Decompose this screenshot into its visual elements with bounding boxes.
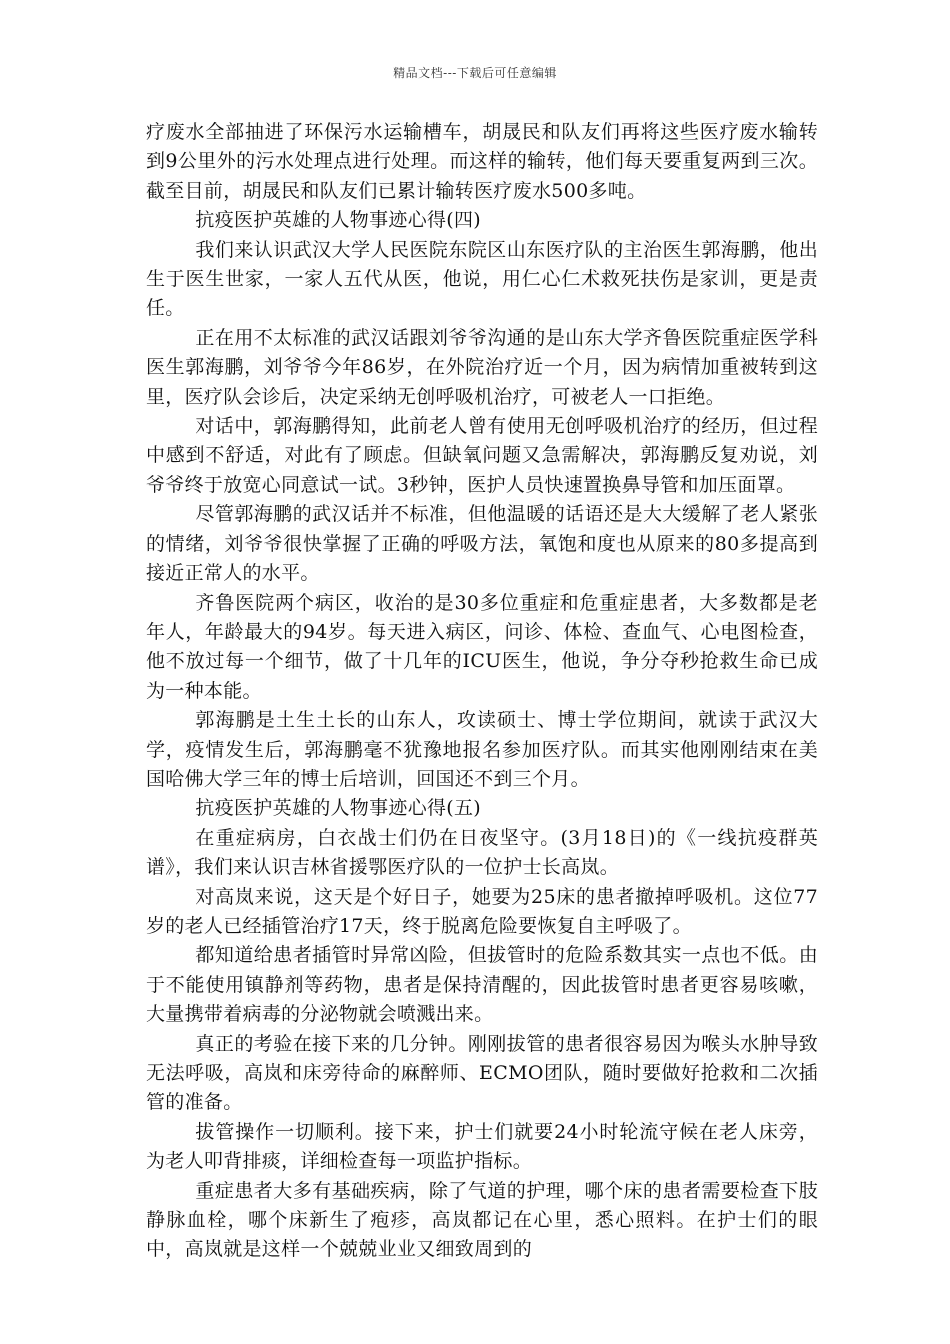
- paragraph: 拔管操作一切顺利。接下来，护士们就要24小时轮流守候在老人床旁，为老人叩背排痰，详细检查每一项监护指标。: [146, 1120, 818, 1173]
- paragraph-truncated: 重症患者大多有基础疾病，除了气道的护理，哪个床的患者需要检查下肢静脉血栓，哪个床新生了疱疹，高岚都记在心里，悉心照料。在护士们的眼中，高岚就是这样一个兢兢业业又细致周到的: [146, 1179, 818, 1261]
- section-heading-4: 抗疫医护英雄的人物事迹心得(四): [195, 209, 482, 232]
- section-heading-5: 抗疫医护英雄的人物事迹心得(五): [195, 797, 482, 820]
- paragraph: 齐鲁医院两个病区，收治的是30多位重症和危重症患者，大多数都是老年人，年龄最大的94岁。每天进入病区，问诊、体检、查血气、心电图检查，他不放过每一个细节，做了十几年的ICU医生，他说，争分夺秒抢救生命已成为一种本能。: [146, 591, 818, 702]
- page-header: 精品文档---下载后可任意编辑: [393, 66, 557, 80]
- paragraph: 对话中，郭海鹏得知，此前老人曾有使用无创呼吸机治疗的经历，但过程中感到不舒适，对此有了顾虑。但缺氧问题又急需解决，郭海鹏反复劝说，刘爷爷终于放宽心同意试一试。3秒钟，医护人员快速置换鼻导管和加压面罩。: [146, 415, 818, 496]
- paragraph: 我们来认识武汉大学人民医院东院区山东医疗队的主治医生郭海鹏，他出生于医生世家，一家人五代从医，他说，用仁心仁术救死扶伤是家训，更是责任。: [146, 238, 818, 320]
- paragraph: 郭海鹏是土生土长的山东人，攻读硕士、博士学位期间，就读于武汉大学，疫情发生后，郭海鹏毫不犹豫地报名参加医疗队。而其实他刚刚结束在美国哈佛大学三年的博士后培训，回国还不到三个月。: [146, 709, 818, 790]
- paragraph-continuation: 疗废水全部抽进了环保污水运输槽车，胡晟民和队友们再将这些医疗废水输转到9公里外的污水处理点进行处理。而这样的输转，他们每天要重复两到三次。截至目前，胡晟民和队友们已累计输转医疗废水500多吨。: [146, 121, 818, 202]
- paragraph: 对高岚来说，这天是个好日子，她要为25床的患者撤掉呼吸机。这位77岁的老人已经插管治疗17天，终于脱离危险要恢复自主呼吸了。: [146, 885, 818, 937]
- paragraph: 在重症病房，白衣战士们仍在日夜坚守。(3月18日)的《一线抗疫群英谱》，我们来认识吉林省援鄂医疗队的一位护士长高岚。: [146, 826, 818, 879]
- paragraph: 都知道给患者插管时异常凶险，但拔管时的危险系数其实一点也不低。由于不能使用镇静剂等药物，患者是保持清醒的，因此拔管时患者更容易咳嗽，大量携带着病毒的分泌物就会喷溅出来。: [146, 944, 818, 1026]
- paragraph: 正在用不太标准的武汉话跟刘爷爷沟通的是山东大学齐鲁医院重症医学科医生郭海鹏，刘爷爷今年86岁，在外院治疗近一个月，因为病情加重被转到这里，医疗队会诊后，决定采纳无创呼吸机治疗，可被老人一口拒绝。: [146, 326, 818, 408]
- document-body: [146, 118, 818, 1265]
- paragraph: 尽管郭海鹏的武汉话并不标准，但他温暖的话语还是大大缓解了老人紧张的情绪，刘爷爷很快掌握了正确的呼吸方法，氧饱和度也从原来的80多提高到接近正常人的水平。: [146, 503, 818, 585]
- paragraph: 真正的考验在接下来的几分钟。刚刚拔管的患者很容易因为喉头水肿导致无法呼吸，高岚和床旁待命的麻醉师、ECMO团队，随时要做好抢救和二次插管的准备。: [146, 1032, 818, 1114]
